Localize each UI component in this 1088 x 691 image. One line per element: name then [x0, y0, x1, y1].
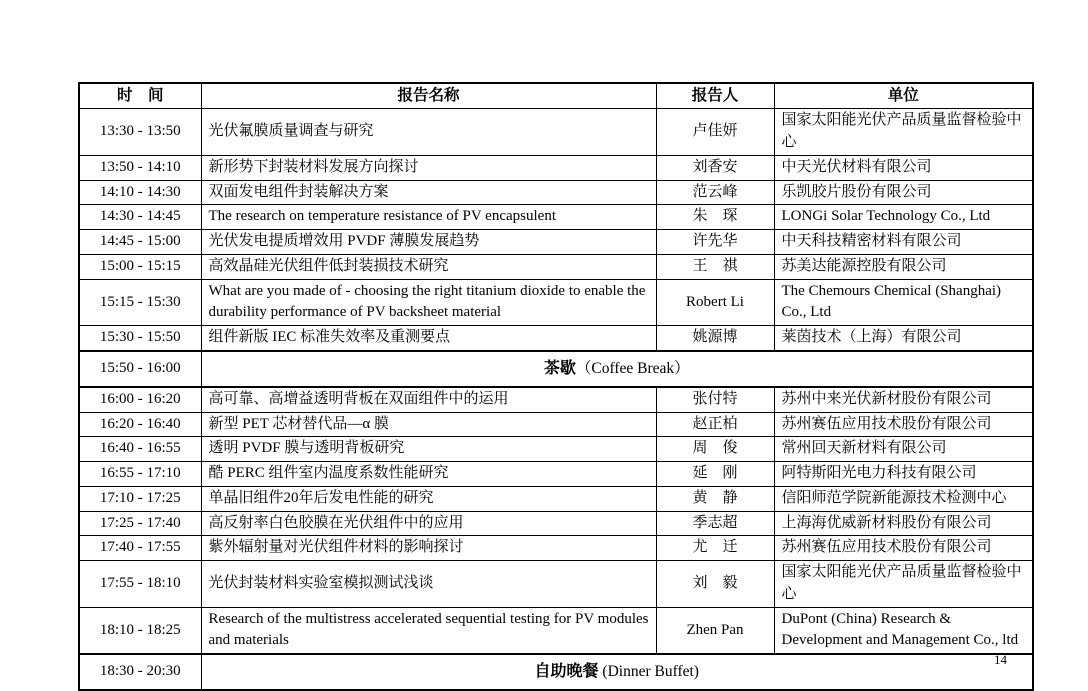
header-row	[79, 83, 1033, 109]
session-row	[79, 205, 1033, 230]
session-time: 17:10 - 17:25	[79, 486, 201, 511]
session-speaker: 张付特	[656, 387, 774, 412]
session-org: 莱茵技术（上海）有限公司	[774, 326, 1033, 351]
session-time: 14:45 - 15:00	[79, 230, 201, 255]
session-row	[79, 230, 1033, 255]
session-time: 16:00 - 16:20	[79, 387, 201, 412]
session-time: 14:30 - 14:45	[79, 205, 201, 230]
session-speaker: Robert Li	[656, 279, 774, 326]
session-title: 光伏氟膜质量调查与研究	[201, 109, 656, 156]
session-org: 乐凯胶片股份有限公司	[774, 180, 1033, 205]
session-title: 高反射率白色胶膜在光伏组件中的应用	[201, 511, 656, 536]
session-speaker: 卢佳妍	[656, 109, 774, 156]
session-row	[79, 511, 1033, 536]
session-row	[79, 279, 1033, 326]
session-speaker: Zhen Pan	[656, 607, 774, 654]
session-row	[79, 437, 1033, 462]
break-label-en: （Coffee Break）	[575, 360, 690, 378]
schedule-body	[79, 109, 1033, 690]
session-time: 13:50 - 14:10	[79, 155, 201, 180]
session-time: 16:40 - 16:55	[79, 437, 201, 462]
header-time: 时 间	[79, 83, 201, 109]
session-title: Research of the multistress accelerated sequential testing for PV modules and materials	[201, 607, 656, 654]
session-time: 14:10 - 14:30	[79, 180, 201, 205]
session-time: 18:10 - 18:25	[79, 607, 201, 654]
session-time: 16:55 - 17:10	[79, 462, 201, 487]
session-org: 苏美达能源控股有限公司	[774, 254, 1033, 279]
session-org: 中天光伏材料有限公司	[774, 155, 1033, 180]
session-speaker: 朱 琛	[656, 205, 774, 230]
session-speaker: 王 祺	[656, 254, 774, 279]
session-org: 苏州赛伍应用技术股份有限公司	[774, 412, 1033, 437]
session-org: 信阳师范学院新能源技术检测中心	[774, 486, 1033, 511]
session-org: The Chemours Chemical (Shanghai) Co., Ltd	[774, 279, 1033, 326]
session-time: 13:30 - 13:50	[79, 109, 201, 156]
session-title: 组件新版 IEC 标准失效率及重测要点	[201, 326, 656, 351]
session-row	[79, 607, 1033, 654]
session-org: 苏州中来光伏新材股份有限公司	[774, 387, 1033, 412]
session-speaker: 季志超	[656, 511, 774, 536]
session-row	[79, 412, 1033, 437]
session-org: 中天科技精密材料有限公司	[774, 230, 1033, 255]
session-row	[79, 326, 1033, 351]
session-time: 16:20 - 16:40	[79, 412, 201, 437]
session-org: 上海海优威新材料股份有限公司	[774, 511, 1033, 536]
session-org: 阿特斯阳光电力科技有限公司	[774, 462, 1033, 487]
session-row	[79, 486, 1033, 511]
schedule-table	[78, 82, 1034, 691]
session-time: 18:30 - 20:30	[79, 654, 201, 690]
session-time: 17:25 - 17:40	[79, 511, 201, 536]
session-org: LONGi Solar Technology Co., Ltd	[774, 205, 1033, 230]
session-org: 国家太阳能光伏产品质量监督检验中心	[774, 561, 1033, 608]
session-row	[79, 387, 1033, 412]
session-title: 双面发电组件封装解决方案	[201, 180, 656, 205]
session-row	[79, 254, 1033, 279]
session-time: 15:30 - 15:50	[79, 326, 201, 351]
header-org: 单位	[774, 83, 1033, 109]
header-speaker: 报告人	[656, 83, 774, 109]
break-row	[79, 351, 1033, 387]
session-org: 国家太阳能光伏产品质量监督检验中心	[774, 109, 1033, 156]
page-number: 14	[994, 652, 1007, 667]
break-label	[201, 351, 1033, 387]
session-speaker: 延 刚	[656, 462, 774, 487]
break-label-zh: 茶歇	[543, 360, 576, 378]
session-row	[79, 462, 1033, 487]
break-label-en: (Dinner Buffet)	[598, 663, 699, 681]
break-label	[201, 654, 1033, 690]
session-row	[79, 180, 1033, 205]
session-time: 17:40 - 17:55	[79, 536, 201, 561]
header-title: 报告名称	[201, 83, 656, 109]
session-time: 17:55 - 18:10	[79, 561, 201, 608]
session-title: 高可靠、高增益透明背板在双面组件中的运用	[201, 387, 656, 412]
session-time: 15:00 - 15:15	[79, 254, 201, 279]
session-title: 透明 PVDF 膜与透明背板研究	[201, 437, 656, 462]
session-speaker: 姚源博	[656, 326, 774, 351]
session-speaker: 尤 迁	[656, 536, 774, 561]
session-title: The research on temperature resistance of PV encapsulent	[201, 205, 656, 230]
session-title: What are you made of - choosing the right titanium dioxide to enable the durability performance of PV backsheet material	[201, 279, 656, 326]
session-title: 新形势下封装材料发展方向探讨	[201, 155, 656, 180]
session-org: 常州回天新材料有限公司	[774, 437, 1033, 462]
break-label-zh: 自助晚餐	[534, 663, 599, 681]
session-speaker: 黄 静	[656, 486, 774, 511]
session-title: 单晶旧组件20年后发电性能的研究	[201, 486, 656, 511]
session-speaker: 刘 毅	[656, 561, 774, 608]
session-title: 酷 PERC 组件室内温度系数性能研究	[201, 462, 656, 487]
session-org: 苏州赛伍应用技术股份有限公司	[774, 536, 1033, 561]
session-speaker: 范云峰	[656, 180, 774, 205]
session-title: 高效晶硅光伏组件低封装损技术研究	[201, 254, 656, 279]
session-title: 新型 PET 芯材替代品—α 膜	[201, 412, 656, 437]
session-row	[79, 536, 1033, 561]
session-title: 光伏发电提质增效用 PVDF 薄膜发展趋势	[201, 230, 656, 255]
session-speaker: 许先华	[656, 230, 774, 255]
break-row	[79, 654, 1033, 690]
session-speaker: 周 俊	[656, 437, 774, 462]
session-row	[79, 155, 1033, 180]
session-time: 15:50 - 16:00	[79, 351, 201, 387]
session-org: DuPont (China) Research & Development and Management Co., ltd	[774, 607, 1033, 654]
session-time: 15:15 - 15:30	[79, 279, 201, 326]
session-row	[79, 561, 1033, 608]
session-speaker: 刘香安	[656, 155, 774, 180]
session-row	[79, 109, 1033, 156]
session-speaker: 赵正柏	[656, 412, 774, 437]
session-title: 光伏封装材料实验室模拟测试浅谈	[201, 561, 656, 608]
session-title: 紫外辐射量对光伏组件材料的影响探讨	[201, 536, 656, 561]
